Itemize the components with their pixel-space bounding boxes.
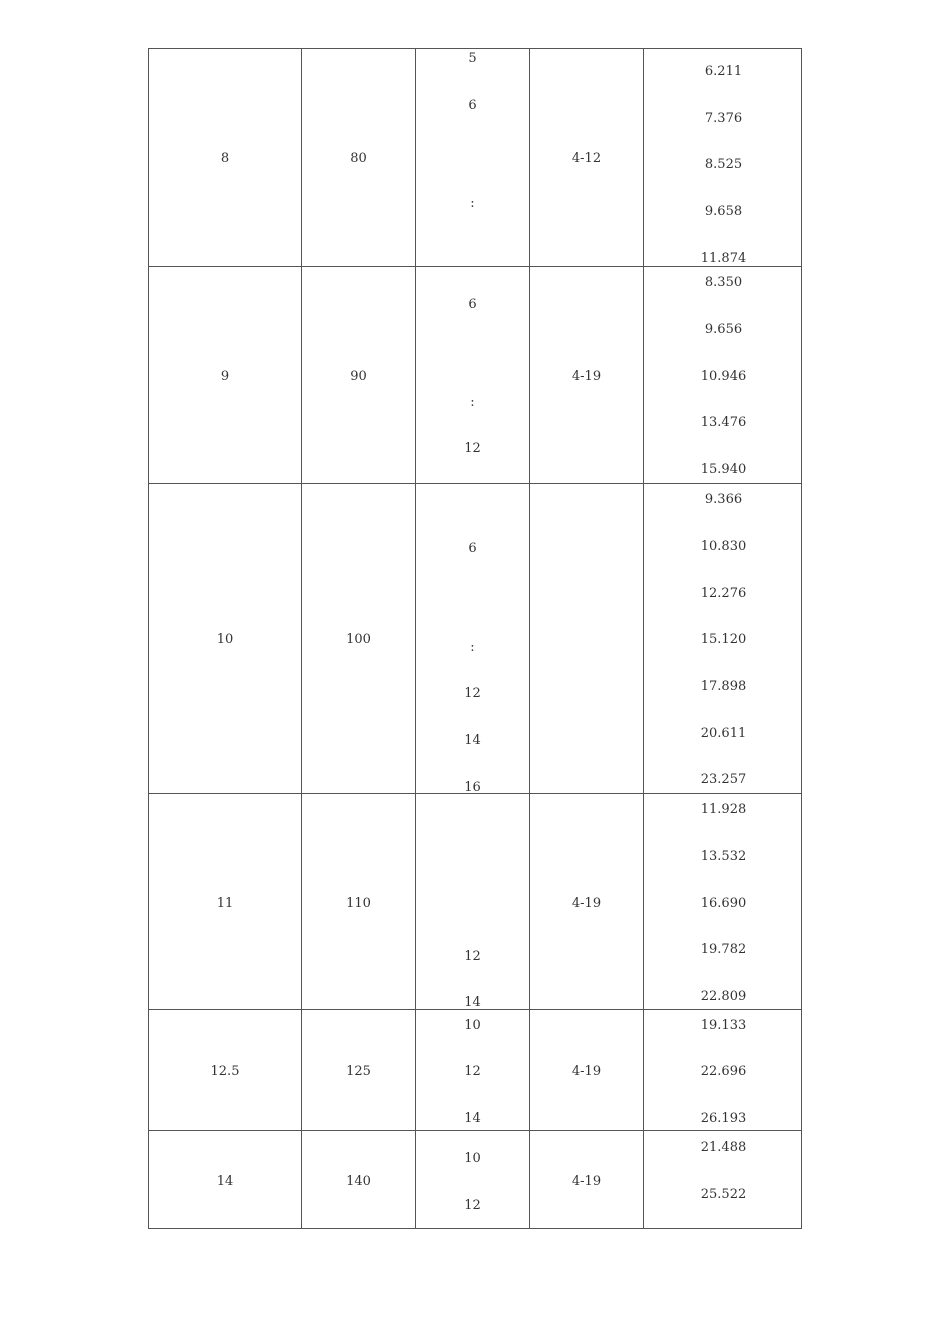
- thickness-cell: [415, 1131, 529, 1229]
- range-cell: [529, 1010, 643, 1130]
- cell-value: :: [470, 395, 475, 410]
- cell-value: 12.5: [210, 1064, 240, 1079]
- cell-value: :: [470, 640, 475, 655]
- cell-value: 6: [468, 98, 477, 113]
- cell-value: 22.696: [700, 1064, 747, 1079]
- range-cell: [529, 794, 643, 1009]
- thickness-cell: [415, 484, 529, 793]
- weight-cell: [643, 484, 803, 793]
- cell-value: 11.874: [700, 251, 747, 266]
- dimension-cell: [301, 1010, 415, 1130]
- cell-value: 11.928: [700, 802, 747, 817]
- cell-value: 15.940: [700, 462, 747, 477]
- dimension-cell: [301, 1131, 415, 1229]
- cell-value: 12.276: [700, 586, 747, 601]
- dimension-cell: [301, 484, 415, 793]
- cell-value: 19.782: [700, 942, 747, 957]
- cell-value: 4-19: [571, 1174, 602, 1189]
- cell-value: 80: [350, 151, 367, 166]
- weight-cell: [643, 1010, 803, 1130]
- data-table: [148, 48, 802, 1229]
- cell-value: 16.690: [700, 896, 747, 911]
- cell-value: 13.476: [700, 415, 747, 430]
- weight-cell: [643, 267, 803, 483]
- table-row: [149, 1130, 801, 1229]
- cell-value: 6: [468, 297, 477, 312]
- cell-value: 6: [468, 541, 477, 556]
- range-cell: [529, 1131, 643, 1229]
- cell-value: 100: [346, 632, 371, 647]
- table-row: [149, 793, 801, 1009]
- cell-value: 5: [468, 51, 477, 66]
- cell-value: 19.133: [700, 1018, 747, 1033]
- cell-value: 20.611: [700, 726, 747, 741]
- thickness-cell: [415, 794, 529, 1009]
- size-cell: [149, 484, 301, 793]
- cell-value: 140: [346, 1174, 371, 1189]
- cell-value: 12: [464, 1064, 481, 1079]
- cell-value: 8.525: [704, 157, 743, 172]
- cell-value: 8: [220, 151, 230, 166]
- table-row: [149, 49, 801, 266]
- cell-value: 13.532: [700, 849, 747, 864]
- size-cell: [149, 267, 301, 483]
- weight-cell: [643, 49, 803, 266]
- dimension-cell: [301, 49, 415, 266]
- cell-value: 90: [350, 369, 367, 384]
- weight-cell: [643, 794, 803, 1009]
- cell-value: 125: [346, 1064, 371, 1079]
- dimension-cell: [301, 267, 415, 483]
- cell-value: 10.830: [700, 539, 747, 554]
- cell-value: 10: [464, 1018, 481, 1033]
- cell-value: 6.211: [704, 64, 743, 79]
- range-cell: [529, 49, 643, 266]
- cell-value: 9.658: [704, 204, 743, 219]
- cell-value: 17.898: [700, 679, 747, 694]
- size-cell: [149, 794, 301, 1009]
- cell-value: 9.366: [704, 492, 743, 507]
- cell-value: 4-19: [571, 369, 602, 384]
- cell-value: 12: [464, 686, 481, 701]
- cell-value: 8.350: [704, 275, 743, 290]
- cell-value: 4-12: [571, 151, 602, 166]
- cell-value: 15.120: [700, 632, 747, 647]
- size-cell: [149, 49, 301, 266]
- cell-value: 14: [464, 1111, 481, 1126]
- table-row: [149, 266, 801, 483]
- dimension-cell: [301, 794, 415, 1009]
- size-cell: [149, 1131, 301, 1229]
- cell-value: 10: [216, 632, 234, 647]
- cell-value: 21.488: [700, 1140, 747, 1155]
- thickness-cell: [415, 267, 529, 483]
- cell-value: 22.809: [700, 989, 747, 1004]
- cell-value: 12: [464, 441, 481, 456]
- cell-value: 110: [346, 896, 371, 911]
- cell-value: 14: [216, 1174, 234, 1189]
- cell-value: 4-19: [571, 896, 602, 911]
- cell-value: 9.656: [704, 322, 743, 337]
- size-cell: [149, 1010, 301, 1130]
- cell-value: 14: [464, 733, 481, 748]
- cell-value: 10: [464, 1151, 481, 1166]
- cell-value: 16: [464, 780, 481, 795]
- range-cell: [529, 267, 643, 483]
- thickness-cell: [415, 49, 529, 266]
- cell-value: 12: [464, 1198, 481, 1213]
- thickness-cell: [415, 1010, 529, 1130]
- range-cell: [529, 484, 643, 793]
- cell-value: :: [470, 196, 475, 211]
- cell-value: 7.376: [704, 111, 743, 126]
- weight-cell: [643, 1131, 803, 1229]
- cell-value: 4-19: [571, 1064, 602, 1079]
- cell-value: 26.193: [700, 1111, 747, 1126]
- cell-value: 12: [464, 949, 481, 964]
- cell-value: 23.257: [700, 772, 747, 787]
- table-row: [149, 1009, 801, 1130]
- cell-value: 10.946: [700, 369, 747, 384]
- cell-value: 25.522: [700, 1187, 747, 1202]
- cell-value: 11: [216, 896, 234, 911]
- cell-value: 14: [464, 995, 481, 1010]
- cell-value: 9: [220, 369, 230, 384]
- table-row: [149, 483, 801, 793]
